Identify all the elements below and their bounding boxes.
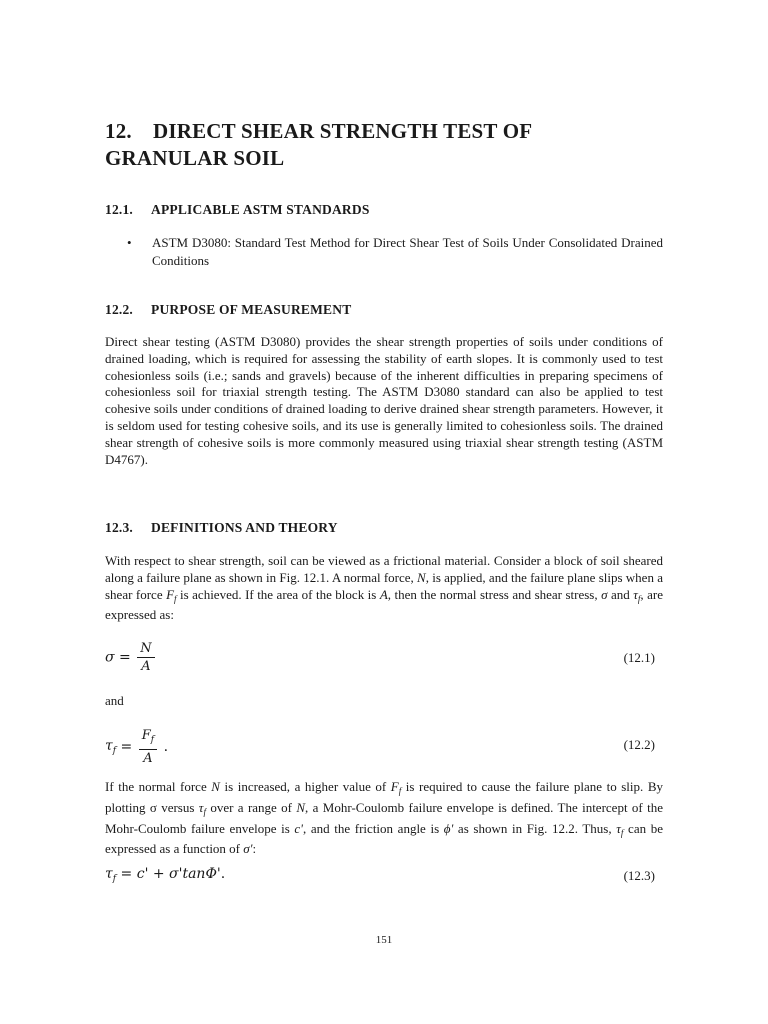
equation-body: [105, 866, 225, 884]
and-text: and: [105, 693, 124, 708]
purpose-paragraph: Direct shear testing (ASTM D3080) provides the shear strength properties of soils under conditions of drained loading, which is required for assessing the stability of earth slopes. It is commonly used to test cohesionless soils (i.e.; sands and gravels) because of the inherent difficulties in preparing specimens of cohesionless soil for triaxial strength testing. The ASTM D3080 standard can also be applied to test cohesive soils under conditions of drained loading to derive drained shear strength parameters. However, it is seldom used for testing cohesive soils, and its use is generally limited to cohesionless soils. The drained shear strength of cohesive soils is more commonly measured using triaxial shear strength testing (ASTM D4767).: [105, 334, 663, 467]
equation-period: .: [163, 739, 169, 755]
fraction-denominator: A: [143, 751, 153, 766]
text-run: , are expressed as:: [105, 586, 663, 623]
text-run: :: [252, 841, 257, 857]
text-run: is increased, a higher value of: [219, 779, 391, 794]
equals-sign: =: [120, 739, 133, 755]
equation-12-2: [105, 727, 657, 767]
symbol-cohesion: c': [294, 820, 303, 836]
lhs-subscript: f: [112, 746, 117, 756]
symbol-subscript: f: [620, 827, 624, 838]
symbol-subscript: f: [637, 593, 641, 604]
bullet-icon: •: [127, 235, 132, 250]
symbol-subscript: f: [174, 593, 177, 604]
equation-body: [105, 640, 157, 675]
text-run: , a Mohr-Coulomb failure envelope is defined. The intercept of the Mohr-Coulomb failure envelope is: [105, 799, 663, 836]
section-number: 12.1.: [105, 202, 133, 217]
equation-number: (12.3): [623, 868, 655, 883]
text-run: If the normal force: [105, 779, 212, 794]
fraction: [139, 727, 157, 767]
section-number: 12.3.: [105, 520, 133, 535]
chapter-title-text-1: DIRECT SHEAR STRENGTH TEST OF: [153, 119, 533, 143]
section-heading-standards: [105, 201, 370, 219]
text-run: can be expressed as a function of: [105, 820, 664, 857]
section-title: APPLICABLE ASTM STANDARDS: [151, 202, 370, 217]
equation-12-3: [105, 866, 657, 906]
equation-body: [105, 727, 168, 767]
equation-number: (12.1): [623, 650, 655, 665]
symbol-sigma: σ: [149, 799, 157, 815]
fraction: [137, 640, 154, 675]
symbol-normal-force: N: [211, 779, 220, 794]
symbol-tau: τ: [616, 820, 621, 836]
list-item: [105, 234, 663, 269]
chapter-title-line-2: GRANULAR SOIL: [105, 146, 285, 170]
section-title: DEFINITIONS AND THEORY: [151, 520, 338, 535]
text-run: and: [607, 586, 634, 602]
section-heading-purpose: [105, 301, 351, 319]
text-run: as shown in Fig. 12.2. Thus,: [453, 820, 617, 836]
text-run: With respect to shear strength, soil can be viewed as a frictional material. Consider a block of soil sheared along a failure plane as shown in Fig. 12.1. A normal force,: [105, 553, 663, 585]
lhs-symbol: τ: [105, 738, 113, 754]
document-page: [105, 0, 663, 1024]
text-run: , then the normal stress and shear stress,: [387, 586, 602, 602]
symbol-subscript: f: [398, 786, 402, 796]
text-run: is required to cause the failure plane to slip. By plotting: [105, 779, 664, 815]
symbol-shear-force: F: [166, 586, 175, 602]
fraction-numerator: [139, 727, 157, 750]
fraction-denominator: A: [141, 659, 151, 674]
symbol-sigma: σ: [601, 586, 608, 602]
text-run: is achieved. If the area of the block is: [176, 586, 380, 602]
equals-sign: =: [120, 866, 133, 882]
text-run: , is applied, and the failure plane slips when a shear force: [105, 569, 663, 602]
symbol-area: A: [379, 586, 388, 602]
lhs-subscript: f: [112, 874, 117, 884]
equation-number: (12.2): [623, 737, 655, 752]
symbol-subscript: f: [203, 806, 206, 817]
equation-12-1: [105, 640, 657, 680]
symbol-shear-force: F: [390, 779, 399, 794]
equation-rhs: c' + σ'tanΦ': [136, 866, 221, 882]
symbol-tau: τ: [633, 586, 638, 602]
text-run: versus: [156, 799, 199, 815]
text-run: over a range of: [205, 799, 297, 815]
equation-lhs: σ: [105, 649, 115, 666]
chapter-title-line-1: [105, 118, 663, 145]
chapter-number: 12.: [105, 119, 132, 143]
standards-list: [105, 234, 663, 269]
theory-paragraph-2: [105, 779, 663, 858]
equation-lhs: [105, 866, 116, 882]
section-heading-theory: [105, 519, 338, 537]
symbol-phi: ϕ': [443, 820, 454, 836]
section-number: 12.2.: [105, 302, 133, 317]
numerator-subscript: f: [150, 735, 155, 745]
equation-lhs: [105, 738, 116, 754]
page-number: 151: [375, 934, 393, 946]
numerator-symbol: F: [141, 728, 151, 743]
symbol-normal-force: N: [296, 799, 306, 815]
section-title: PURPOSE OF MEASUREMENT: [151, 302, 352, 317]
equation-period: .: [220, 866, 226, 882]
lhs-symbol: τ: [105, 866, 113, 882]
symbol-tau: τ: [198, 799, 204, 815]
standard-text: ASTM D3080: Standard Test Method for Direct Shear Test of Soils Under Consolidated Drained Conditions: [152, 235, 663, 268]
fraction-numerator: N: [137, 640, 154, 658]
text-run: , and the friction angle is: [302, 820, 444, 836]
symbol-sigma-prime: σ': [243, 841, 253, 857]
theory-paragraph-1: [105, 553, 663, 624]
chapter-title: [105, 118, 663, 172]
symbol-normal-force: N: [417, 569, 426, 585]
equals-sign: =: [119, 649, 131, 666]
